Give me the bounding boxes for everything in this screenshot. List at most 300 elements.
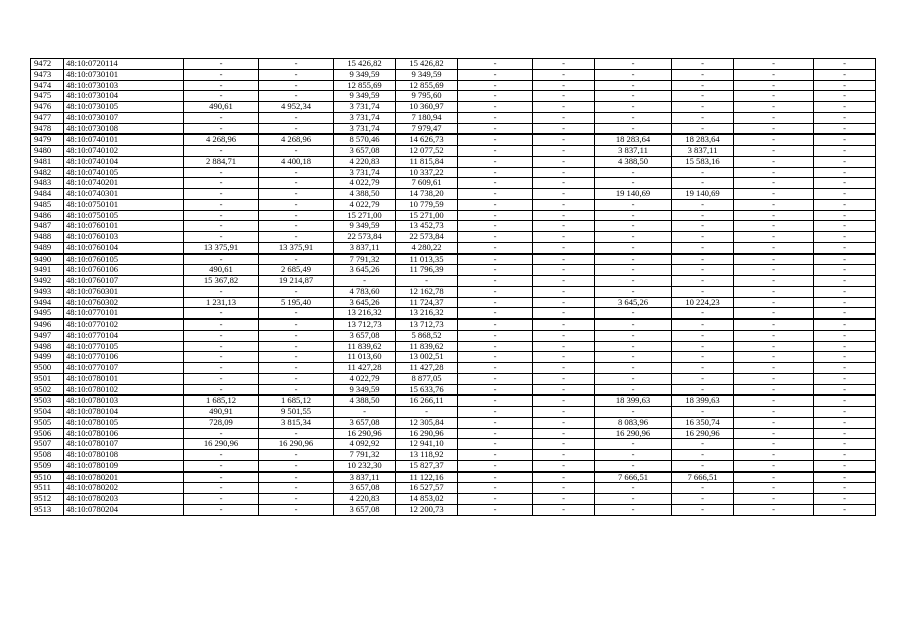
table-cell: - <box>672 254 734 265</box>
table-cell: 3 657,08 <box>334 417 396 428</box>
table-cell: - <box>672 265 734 276</box>
table-row <box>31 483 876 494</box>
table-cell: 16 290,96 <box>184 439 259 450</box>
table-cell: 48:10:0750105 <box>64 210 184 221</box>
table-row <box>31 134 876 145</box>
table-cell: - <box>259 428 334 439</box>
table-cell: 11 839,62 <box>334 341 396 352</box>
table-cell: 48:10:0740201 <box>64 178 184 189</box>
table-cell: 3 657,08 <box>334 146 396 157</box>
table-cell: - <box>734 91 814 102</box>
table-cell: - <box>184 319 259 330</box>
table-row <box>31 450 876 461</box>
table-cell: - <box>595 59 672 70</box>
table-cell: - <box>533 417 595 428</box>
table-cell: - <box>734 167 814 178</box>
table-cell: 19 140,69 <box>672 189 734 200</box>
table-cell: - <box>814 276 876 287</box>
table-cell: - <box>259 232 334 243</box>
table-cell: - <box>184 210 259 221</box>
table-cell: 13 216,32 <box>396 308 458 319</box>
table-cell: - <box>595 254 672 265</box>
table-cell: - <box>259 483 334 494</box>
table-cell: 728,09 <box>184 417 259 428</box>
table-cell: 9493 <box>31 286 64 297</box>
table-cell: - <box>458 395 533 406</box>
table-cell: - <box>259 341 334 352</box>
table-cell: - <box>814 373 876 384</box>
table-cell: - <box>184 167 259 178</box>
table-cell: - <box>184 189 259 200</box>
table-cell: 3 837,11 <box>672 146 734 157</box>
table-cell: - <box>734 80 814 91</box>
table-cell: - <box>595 384 672 395</box>
table-cell: - <box>734 319 814 330</box>
table-cell: - <box>533 439 595 450</box>
table-cell: - <box>814 210 876 221</box>
table-cell: 4 388,50 <box>595 156 672 167</box>
table-cell: - <box>672 210 734 221</box>
table-cell: - <box>533 384 595 395</box>
table-cell: 10 360,97 <box>396 102 458 113</box>
table-cell: - <box>533 504 595 515</box>
table-cell: 9473 <box>31 69 64 80</box>
table-cell: - <box>458 363 533 374</box>
table-cell: 9510 <box>31 472 64 483</box>
table-cell: 19 140,69 <box>595 189 672 200</box>
table-cell: - <box>184 232 259 243</box>
table-cell: - <box>259 91 334 102</box>
table-cell: - <box>458 102 533 113</box>
table-cell: 13 375,91 <box>259 242 334 253</box>
table-cell: - <box>533 199 595 210</box>
table-cell: 48:10:0750101 <box>64 199 184 210</box>
table-cell: 9498 <box>31 341 64 352</box>
table-cell: - <box>672 373 734 384</box>
table-cell: - <box>184 59 259 70</box>
table-cell: 13 002,51 <box>396 352 458 363</box>
table-cell: 48:10:0730107 <box>64 112 184 123</box>
table-cell: - <box>734 134 814 145</box>
table-cell: 12 162,78 <box>396 286 458 297</box>
table-row <box>31 102 876 113</box>
table-cell: - <box>734 363 814 374</box>
table-cell: - <box>814 439 876 450</box>
table-cell: - <box>734 308 814 319</box>
table-cell: - <box>595 341 672 352</box>
table-cell: - <box>734 504 814 515</box>
table-cell: 11 013,35 <box>396 254 458 265</box>
table-cell: - <box>533 59 595 70</box>
table-cell: - <box>458 384 533 395</box>
table-cell: - <box>734 494 814 505</box>
table-cell: - <box>533 167 595 178</box>
table-cell: - <box>184 112 259 123</box>
table-cell: - <box>533 102 595 113</box>
table-cell: - <box>458 276 533 287</box>
table-cell: 48:10:0780107 <box>64 439 184 450</box>
table-cell: 8 877,05 <box>396 373 458 384</box>
table-cell: 19 214,87 <box>259 276 334 287</box>
table-cell: 48:10:0740105 <box>64 167 184 178</box>
table-cell: - <box>814 265 876 276</box>
table-cell: - <box>533 286 595 297</box>
table-cell: 2 685,49 <box>259 265 334 276</box>
table-cell: - <box>396 276 458 287</box>
table-cell: - <box>734 330 814 341</box>
table-cell: 7 666,51 <box>595 472 672 483</box>
table-cell: 18 283,64 <box>595 134 672 145</box>
table-cell: - <box>814 483 876 494</box>
table-cell: - <box>458 146 533 157</box>
table-cell: 48:10:0760107 <box>64 276 184 287</box>
table-cell: 9486 <box>31 210 64 221</box>
table-cell: 9483 <box>31 178 64 189</box>
table-cell: - <box>458 504 533 515</box>
table-cell: 11 724,37 <box>396 297 458 308</box>
table-cell: 2 884,71 <box>184 156 259 167</box>
table-row <box>31 123 876 134</box>
table-row <box>31 59 876 70</box>
table-cell: - <box>533 373 595 384</box>
table-cell: 16 290,96 <box>334 428 396 439</box>
table-cell: - <box>259 210 334 221</box>
table-cell: - <box>734 69 814 80</box>
table-cell: - <box>533 232 595 243</box>
table-cell: - <box>672 221 734 232</box>
table-cell: 8 570,46 <box>334 134 396 145</box>
table-cell: - <box>672 167 734 178</box>
table-cell: - <box>734 373 814 384</box>
table-cell: - <box>259 373 334 384</box>
table-cell: 9511 <box>31 483 64 494</box>
table-cell: - <box>396 407 458 418</box>
table-cell: - <box>184 221 259 232</box>
table-cell: - <box>672 232 734 243</box>
table-cell: 8 083,96 <box>595 417 672 428</box>
table-cell: - <box>814 330 876 341</box>
table-cell: 16 290,96 <box>259 439 334 450</box>
table-cell: 48:10:0780102 <box>64 384 184 395</box>
table-cell: 9477 <box>31 112 64 123</box>
table-cell: 1 685,12 <box>184 395 259 406</box>
table-cell: 9507 <box>31 439 64 450</box>
table-cell: - <box>814 395 876 406</box>
table-cell: - <box>533 330 595 341</box>
table-cell: 48:10:0770101 <box>64 308 184 319</box>
table-cell: 9 349,59 <box>334 91 396 102</box>
table-cell: 9 349,59 <box>396 69 458 80</box>
table-cell: - <box>734 221 814 232</box>
table-cell: - <box>458 286 533 297</box>
table-cell: - <box>595 167 672 178</box>
table-cell: - <box>814 319 876 330</box>
table-cell: 48:10:0780106 <box>64 428 184 439</box>
table-cell: 4 783,60 <box>334 286 396 297</box>
table-cell: - <box>814 417 876 428</box>
table-cell: - <box>734 232 814 243</box>
table-cell: 16 266,11 <box>396 395 458 406</box>
table-row <box>31 91 876 102</box>
table-cell: - <box>184 69 259 80</box>
table-cell: 9513 <box>31 504 64 515</box>
table-cell: 9501 <box>31 373 64 384</box>
table-cell: - <box>184 254 259 265</box>
table-cell: - <box>672 123 734 134</box>
table-cell: 3 837,11 <box>334 242 396 253</box>
table-cell: - <box>334 407 396 418</box>
table-cell: - <box>814 428 876 439</box>
table-cell: 48:10:0760302 <box>64 297 184 308</box>
table-cell: - <box>184 352 259 363</box>
table-cell: 15 271,00 <box>334 210 396 221</box>
table-cell: 9492 <box>31 276 64 287</box>
table-cell: - <box>814 232 876 243</box>
table-cell: - <box>595 123 672 134</box>
table-row <box>31 146 876 157</box>
table-cell: 4 220,83 <box>334 494 396 505</box>
table-cell: 12 200,73 <box>396 504 458 515</box>
table-cell: 9490 <box>31 254 64 265</box>
table-cell: - <box>458 221 533 232</box>
table-cell: 1 685,12 <box>259 395 334 406</box>
table-cell: - <box>814 221 876 232</box>
table-row <box>31 417 876 428</box>
table-cell: - <box>734 112 814 123</box>
table-cell: - <box>259 384 334 395</box>
table-cell: 48:10:0780201 <box>64 472 184 483</box>
table-cell: - <box>259 59 334 70</box>
table-cell: - <box>458 330 533 341</box>
table-cell: - <box>533 254 595 265</box>
table-cell: 4 220,83 <box>334 156 396 167</box>
table-row <box>31 472 876 483</box>
table-cell: - <box>595 450 672 461</box>
table-cell: 10 232,30 <box>334 460 396 471</box>
table-cell: - <box>458 297 533 308</box>
table-cell: - <box>672 59 734 70</box>
table-cell: 9 501,55 <box>259 407 334 418</box>
table-cell: - <box>595 91 672 102</box>
table-cell: - <box>814 134 876 145</box>
table-row <box>31 286 876 297</box>
table-row <box>31 460 876 471</box>
table-row <box>31 156 876 167</box>
table-cell: - <box>533 308 595 319</box>
table-cell: 14 626,73 <box>396 134 458 145</box>
table-cell: 9484 <box>31 189 64 200</box>
table-cell: 48:10:0780105 <box>64 417 184 428</box>
table-cell: - <box>672 330 734 341</box>
table-cell: - <box>595 221 672 232</box>
table-cell: - <box>334 276 396 287</box>
table-row <box>31 80 876 91</box>
table-cell: - <box>595 199 672 210</box>
table-cell: - <box>184 308 259 319</box>
table-cell: 48:10:0730101 <box>64 69 184 80</box>
table-cell: - <box>458 417 533 428</box>
table-cell: 9506 <box>31 428 64 439</box>
table-cell: - <box>814 242 876 253</box>
table-cell: - <box>672 384 734 395</box>
table-cell: 3 731,74 <box>334 167 396 178</box>
table-cell: - <box>184 428 259 439</box>
table-cell: 48:10:0780108 <box>64 450 184 461</box>
table-cell: - <box>184 494 259 505</box>
table-cell: 7 791,32 <box>334 254 396 265</box>
table-cell: 15 633,76 <box>396 384 458 395</box>
table-cell: - <box>533 242 595 253</box>
table-cell: 14 738,20 <box>396 189 458 200</box>
document-page <box>30 58 875 516</box>
table-cell: 3 657,08 <box>334 483 396 494</box>
table-row <box>31 308 876 319</box>
table-cell: 4 092,92 <box>334 439 396 450</box>
table-cell: 9480 <box>31 146 64 157</box>
table-cell: - <box>184 330 259 341</box>
table-cell: 48:10:0730108 <box>64 123 184 134</box>
table-cell: 48:10:0770105 <box>64 341 184 352</box>
table-cell: - <box>533 189 595 200</box>
table-row <box>31 407 876 418</box>
table-cell: - <box>672 276 734 287</box>
table-cell: 10 779,59 <box>396 199 458 210</box>
table-cell: - <box>458 242 533 253</box>
table-cell: 3 837,11 <box>334 472 396 483</box>
table-cell: - <box>458 352 533 363</box>
table-cell: 48:10:0780103 <box>64 395 184 406</box>
table-row <box>31 210 876 221</box>
table-cell: - <box>533 363 595 374</box>
table-cell: 4 280,22 <box>396 242 458 253</box>
table-cell: - <box>533 494 595 505</box>
table-cell: 3 657,08 <box>334 330 396 341</box>
table-cell: 16 527,57 <box>396 483 458 494</box>
table-cell: 3 657,08 <box>334 504 396 515</box>
table-cell: - <box>814 286 876 297</box>
table-cell: 9472 <box>31 59 64 70</box>
table-cell: - <box>595 178 672 189</box>
table-cell: - <box>458 123 533 134</box>
table-cell: - <box>458 483 533 494</box>
table-cell: 490,61 <box>184 102 259 113</box>
table-cell: 16 290,96 <box>595 428 672 439</box>
table-cell: 12 855,69 <box>396 80 458 91</box>
table-cell: - <box>672 178 734 189</box>
table-cell: - <box>595 504 672 515</box>
table-cell: - <box>458 210 533 221</box>
table-row <box>31 395 876 406</box>
table-cell: - <box>533 210 595 221</box>
table-cell: - <box>458 156 533 167</box>
table-cell: - <box>458 59 533 70</box>
table-cell: - <box>672 80 734 91</box>
table-cell: - <box>814 80 876 91</box>
table-cell: 14 853,02 <box>396 494 458 505</box>
table-cell: 9489 <box>31 242 64 253</box>
table-cell: - <box>814 91 876 102</box>
table-cell: - <box>259 80 334 91</box>
table-row <box>31 504 876 515</box>
table-cell: 48:10:0780104 <box>64 407 184 418</box>
table-cell: 3 645,26 <box>334 265 396 276</box>
table-cell: - <box>672 460 734 471</box>
table-body <box>31 59 876 516</box>
table-cell: 18 399,63 <box>595 395 672 406</box>
table-cell: - <box>259 460 334 471</box>
table-cell: 48:10:0780202 <box>64 483 184 494</box>
table-cell: - <box>184 123 259 134</box>
table-cell: 11 839,62 <box>396 341 458 352</box>
table-cell: - <box>458 199 533 210</box>
table-cell: 9512 <box>31 494 64 505</box>
table-cell: 4 388,50 <box>334 395 396 406</box>
table-cell: - <box>734 286 814 297</box>
table-cell: 9494 <box>31 297 64 308</box>
table-cell: - <box>259 504 334 515</box>
table-cell: 13 712,73 <box>334 319 396 330</box>
table-cell: - <box>814 504 876 515</box>
table-cell: 4 268,96 <box>259 134 334 145</box>
table-cell: - <box>672 352 734 363</box>
table-row <box>31 330 876 341</box>
table-cell: - <box>672 199 734 210</box>
table-cell: - <box>672 494 734 505</box>
table-cell: 16 290,96 <box>672 428 734 439</box>
table-cell: - <box>672 504 734 515</box>
table-cell: - <box>734 102 814 113</box>
table-cell: - <box>184 483 259 494</box>
table-cell: - <box>458 319 533 330</box>
table-cell: - <box>814 199 876 210</box>
table-cell: - <box>595 232 672 243</box>
table-cell: - <box>595 102 672 113</box>
table-cell: 48:10:0740101 <box>64 134 184 145</box>
table-cell: - <box>259 146 334 157</box>
table-cell: - <box>458 308 533 319</box>
table-cell: 9497 <box>31 330 64 341</box>
table-cell: - <box>734 189 814 200</box>
table-cell: 7 791,32 <box>334 450 396 461</box>
table-cell: 9479 <box>31 134 64 145</box>
table-cell: - <box>184 504 259 515</box>
table-cell: 11 427,28 <box>334 363 396 374</box>
table-cell: 9476 <box>31 102 64 113</box>
table-cell: - <box>533 69 595 80</box>
table-cell: - <box>259 308 334 319</box>
table-row <box>31 439 876 450</box>
table-cell: 48:10:0770104 <box>64 330 184 341</box>
table-cell: - <box>184 91 259 102</box>
table-cell: - <box>533 276 595 287</box>
table-cell: 4 022,79 <box>334 199 396 210</box>
table-cell: - <box>259 167 334 178</box>
cadastral-value-table <box>30 58 876 516</box>
table-cell: 48:10:0760301 <box>64 286 184 297</box>
table-cell: 48:10:0780203 <box>64 494 184 505</box>
table-cell: - <box>734 407 814 418</box>
table-cell: 9495 <box>31 308 64 319</box>
table-cell: - <box>184 286 259 297</box>
table-cell: - <box>595 80 672 91</box>
table-cell: - <box>458 450 533 461</box>
table-cell: - <box>734 242 814 253</box>
table-cell: 3 645,26 <box>334 297 396 308</box>
table-cell: - <box>533 91 595 102</box>
table-cell: 3 645,26 <box>595 297 672 308</box>
table-cell: - <box>595 439 672 450</box>
table-cell: - <box>672 91 734 102</box>
